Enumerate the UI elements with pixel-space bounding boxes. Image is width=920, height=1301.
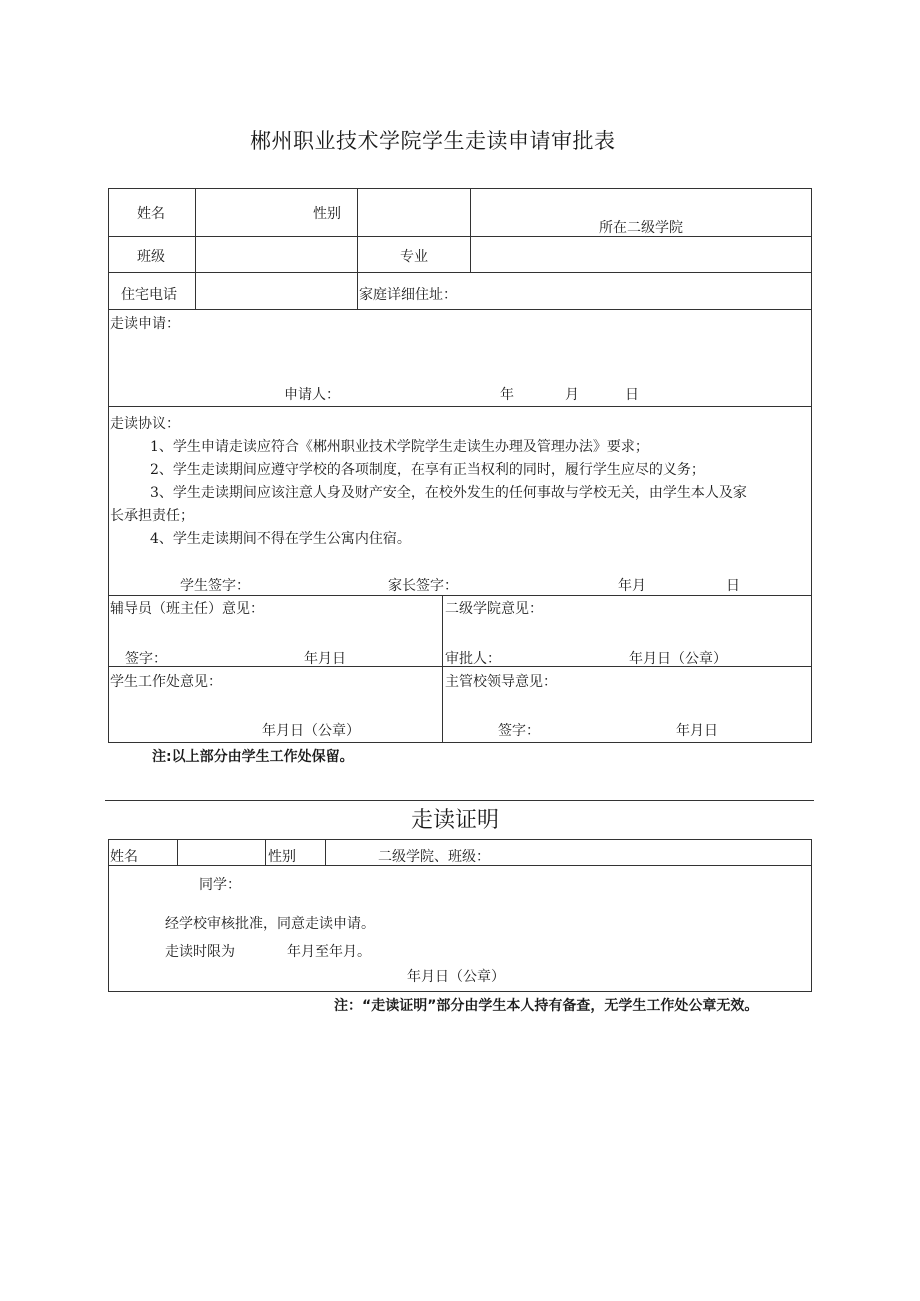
parent-sign-label: 家长签字： <box>388 578 458 594</box>
certificate-note: 注：“走读证明”部分由学生本人持有备查，无学生工作处公章无效。 <box>334 998 759 1014</box>
student-affairs-date: 年月日（公章） <box>262 723 360 739</box>
student-affairs-heading: 学生工作处意见： <box>110 674 222 690</box>
class-field[interactable] <box>197 238 355 270</box>
counselor-heading: 辅导员（班主任）意见： <box>110 601 264 617</box>
certificate-approved: 经学校审核批准，同意走读申请。 <box>165 916 375 932</box>
agreement-item: 4、学生走读期间不得在学生公寓内住宿。 <box>150 531 411 547</box>
certificate-name-label: 姓名 <box>110 849 138 865</box>
agreement-item: 1、学生申请走读应符合《郴州职业技术学院学生走读生办理及管理办法》要求； <box>150 439 649 455</box>
counselor-date: 年月日 <box>304 651 346 667</box>
certificate-name-field[interactable] <box>179 841 263 863</box>
agreement-item: 3、学生走读期间应该注意人身及财产安全，在校外发生的任何事故与学校无关，由学生本人及家 <box>150 485 747 501</box>
certificate-period-prefix: 走读时限为 <box>165 944 235 960</box>
leader-heading: 主管校领导意见： <box>445 674 557 690</box>
certificate-gender-label: 性别 <box>268 849 296 865</box>
college-approver: 审批人： <box>445 651 501 667</box>
leader-sign: 签字： <box>498 723 540 739</box>
agreement-year-month: 年月 <box>618 578 646 594</box>
certificate-classmate: 同学： <box>199 877 241 893</box>
applicant-label: 申请人： <box>284 387 340 403</box>
application-heading: 走读申请： <box>110 316 180 332</box>
application-year: 年 <box>500 387 514 403</box>
leader-date: 年月日 <box>676 723 718 739</box>
form-title: 郴州职业技术学院学生走读申请审批表 <box>250 129 616 153</box>
gender-label: 性别 <box>313 206 341 222</box>
agreement-heading: 走读协议： <box>110 416 180 432</box>
college-label: 所在二级学院 <box>599 220 683 236</box>
counselor-sign: 签字： <box>125 651 167 667</box>
major-label: 专业 <box>400 249 428 265</box>
name-field[interactable] <box>197 190 307 234</box>
section-divider <box>105 800 814 801</box>
retention-note: 注:以上部分由学生工作处保留。 <box>152 749 354 765</box>
certificate-title: 走读证明 <box>411 808 500 833</box>
certificate-college-class-label: 二级学院、班级： <box>378 849 490 865</box>
agreement-item: 长承担责任； <box>110 508 194 524</box>
name-label: 姓名 <box>137 206 165 222</box>
address-label: 家庭详细住址： <box>359 287 457 303</box>
class-label: 班级 <box>137 249 165 265</box>
major-field[interactable] <box>472 238 809 270</box>
certificate-period-range: 年月至年月。 <box>287 944 371 960</box>
phone-field[interactable] <box>197 274 355 307</box>
agreement-item: 2、学生走读期间应遵守学校的各项制度，在享有正当权利的同时，履行学生应尽的义务； <box>150 462 705 478</box>
certificate-date: 年月日（公章） <box>407 969 505 985</box>
gender-field[interactable] <box>359 190 468 234</box>
application-month: 月 <box>565 387 579 403</box>
phone-label: 住宅电话 <box>121 287 177 303</box>
agreement-day: 日 <box>726 578 740 594</box>
college-opinion-date: 年月日（公章） <box>629 651 727 667</box>
application-day: 日 <box>625 387 639 403</box>
college-opinion-heading: 二级学院意见： <box>445 601 543 617</box>
student-sign-label: 学生签字： <box>180 578 250 594</box>
